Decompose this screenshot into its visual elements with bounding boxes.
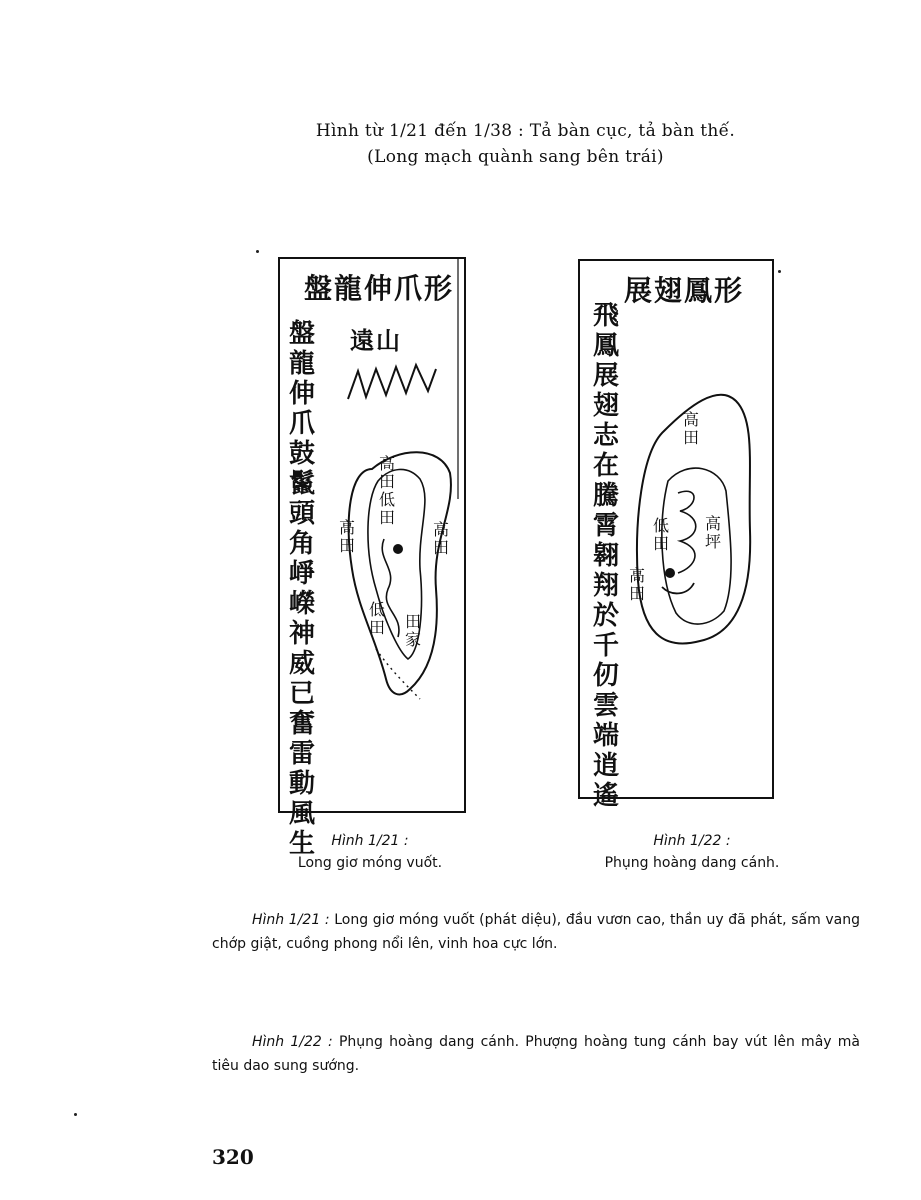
heading-line-1: Hình từ 1/21 đến 1/38 : Tả bàn cục, tả bàn thế.: [315, 121, 736, 141]
figure-1-22-title: 展翅鳳形: [624, 274, 745, 307]
scan-speck: [778, 270, 781, 273]
caption-figure-1-22: [562, 830, 822, 874]
phoenix-eye: [665, 568, 675, 578]
dragon-eye: [393, 544, 403, 554]
label-high-low-field: 高田低田: [378, 454, 395, 527]
heading-line-2: (Long mạch quành sang bên trái): [367, 147, 664, 167]
label-low-field: 低田: [368, 600, 385, 637]
figure-1-21-title: 盤龍伸爪形: [304, 272, 455, 305]
label-low-field-2: 低田: [652, 516, 669, 553]
figure-1-22-drawing: [580, 261, 772, 797]
caption-2-number: Hình 1/22 :: [653, 833, 731, 849]
label-high-field-side: 高田: [628, 566, 645, 603]
scan-speck: [74, 1113, 77, 1116]
label-water-field: 田家: [404, 612, 421, 649]
figure-1-22: [578, 259, 774, 811]
paragraph-1-number: Hình 1/21 :: [252, 912, 330, 928]
distant-mountains-label: 遠山: [350, 326, 402, 355]
paragraph-1-text: Long giơ móng vuốt (phát diệu), đầu vươn cao, thần uy đã phát, sấm vang chớp giật, cuồng phong nổi lên, vinh hoa cực lớn.: [212, 912, 861, 952]
figure-1-22-inscription: 飛鳳展翅志在騰霄翱翔於千仞雲端逍遙: [592, 301, 619, 811]
caption-1-number: Hình 1/21 :: [331, 833, 409, 849]
mountain-range: [348, 365, 436, 399]
paragraph-2-number: Hình 1/22 :: [252, 1034, 333, 1050]
label-high-field-top: 高田: [682, 410, 699, 447]
paragraph-2-text: Phụng hoàng dang cánh. Phượng hoàng tung cánh bay vút lên mây mà tiêu dao sung sướng.: [212, 1034, 860, 1074]
caption-2-text: Phụng hoàng dang cánh.: [604, 855, 780, 871]
figure-1-21-inscription: 盤龍伸爪鼓鬣頭角崢嶸神威已奮雷動風生: [288, 319, 315, 859]
phoenix-wing: [678, 491, 696, 573]
caption-figure-1-21: [240, 830, 500, 874]
label-high-ground: 高坪: [704, 514, 721, 551]
paragraph-figure-1-21: [212, 908, 860, 956]
scan-speck: [256, 250, 259, 253]
label-high-field-left: 高田: [338, 518, 355, 555]
dragon-body-outline: [349, 452, 451, 694]
caption-1-text: Long giơ móng vuốt.: [297, 855, 443, 871]
dotted-path: [376, 649, 420, 699]
page-number: 320: [212, 1145, 254, 1169]
paragraph-figure-1-22: [212, 1030, 860, 1078]
page-heading: [0, 118, 921, 170]
label-high-field-right: 高田: [432, 520, 449, 557]
